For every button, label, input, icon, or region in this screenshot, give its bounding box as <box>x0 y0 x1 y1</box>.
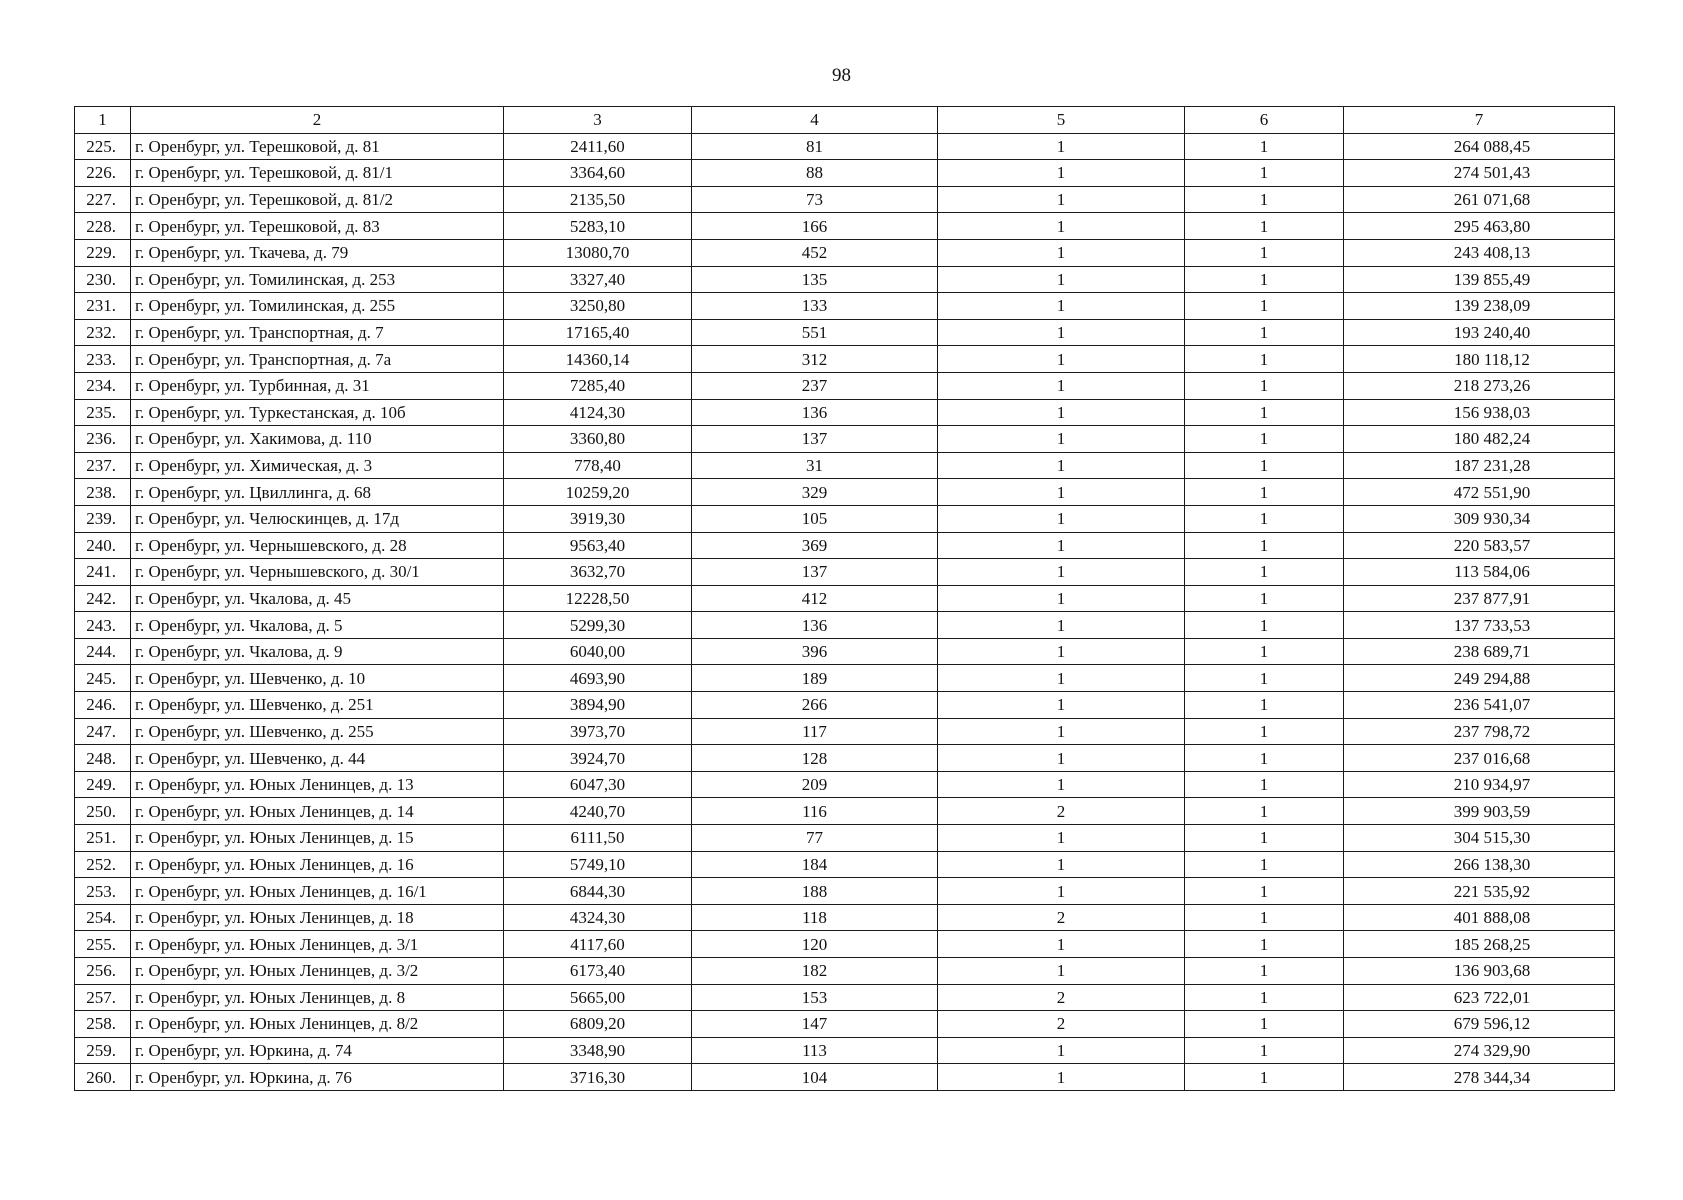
area-cell: 778,40 <box>504 452 692 479</box>
col5-cell: 1 <box>938 133 1185 160</box>
area-cell: 4693,90 <box>504 665 692 692</box>
row-number-cell: 256. <box>75 958 131 985</box>
table-row <box>75 532 1615 559</box>
amount-cell: 274 501,43 <box>1344 160 1615 187</box>
col6-cell: 1 <box>1185 452 1344 479</box>
count-cell: 137 <box>692 426 938 453</box>
table-header-row <box>75 107 1615 134</box>
col6-cell: 1 <box>1185 1037 1344 1064</box>
address-cell: г. Оренбург, ул. Шевченко, д. 10 <box>131 665 504 692</box>
table-row <box>75 904 1615 931</box>
amount-cell: 249 294,88 <box>1344 665 1615 692</box>
row-number-cell: 230. <box>75 266 131 293</box>
amount-cell: 236 541,07 <box>1344 692 1615 719</box>
address-cell: г. Оренбург, ул. Чернышевского, д. 28 <box>131 532 504 559</box>
row-number-cell: 233. <box>75 346 131 373</box>
amount-cell: 187 231,28 <box>1344 452 1615 479</box>
area-cell: 3632,70 <box>504 559 692 586</box>
row-number-cell: 243. <box>75 612 131 639</box>
col5-cell: 1 <box>938 718 1185 745</box>
count-cell: 137 <box>692 559 938 586</box>
address-cell: г. Оренбург, ул. Шевченко, д. 251 <box>131 692 504 719</box>
row-number-cell: 250. <box>75 798 131 825</box>
amount-cell: 180 118,12 <box>1344 346 1615 373</box>
col6-cell: 1 <box>1185 160 1344 187</box>
table-row <box>75 559 1615 586</box>
table-row <box>75 1037 1615 1064</box>
amount-cell: 237 016,68 <box>1344 745 1615 772</box>
row-number-cell: 232. <box>75 319 131 346</box>
row-number-cell: 247. <box>75 718 131 745</box>
address-cell: г. Оренбург, ул. Чкалова, д. 5 <box>131 612 504 639</box>
col6-cell: 1 <box>1185 612 1344 639</box>
row-number-cell: 237. <box>75 452 131 479</box>
amount-cell: 210 934,97 <box>1344 771 1615 798</box>
area-cell: 6173,40 <box>504 958 692 985</box>
amount-cell: 623 722,01 <box>1344 984 1615 1011</box>
count-cell: 182 <box>692 958 938 985</box>
count-cell: 81 <box>692 133 938 160</box>
col5-cell: 1 <box>938 532 1185 559</box>
amount-cell: 243 408,13 <box>1344 239 1615 266</box>
header-cell: 5 <box>938 107 1185 134</box>
row-number-cell: 245. <box>75 665 131 692</box>
row-number-cell: 227. <box>75 186 131 213</box>
count-cell: 136 <box>692 399 938 426</box>
col5-cell: 1 <box>938 399 1185 426</box>
col6-cell: 1 <box>1185 931 1344 958</box>
amount-cell: 264 088,45 <box>1344 133 1615 160</box>
count-cell: 104 <box>692 1064 938 1091</box>
col6-cell: 1 <box>1185 266 1344 293</box>
amount-cell: 399 903,59 <box>1344 798 1615 825</box>
col6-cell: 1 <box>1185 239 1344 266</box>
address-cell: г. Оренбург, ул. Юркина, д. 76 <box>131 1064 504 1091</box>
table-row <box>75 505 1615 532</box>
table-row <box>75 399 1615 426</box>
count-cell: 116 <box>692 798 938 825</box>
col5-cell: 1 <box>938 1064 1185 1091</box>
count-cell: 189 <box>692 665 938 692</box>
count-cell: 128 <box>692 745 938 772</box>
col5-cell: 1 <box>938 186 1185 213</box>
area-cell: 12228,50 <box>504 585 692 612</box>
table-row <box>75 612 1615 639</box>
col5-cell: 2 <box>938 904 1185 931</box>
amount-cell: 139 855,49 <box>1344 266 1615 293</box>
address-cell: г. Оренбург, ул. Шевченко, д. 44 <box>131 745 504 772</box>
row-number-cell: 231. <box>75 293 131 320</box>
col5-cell: 2 <box>938 1011 1185 1038</box>
count-cell: 312 <box>692 346 938 373</box>
col5-cell: 1 <box>938 585 1185 612</box>
col5-cell: 1 <box>938 825 1185 852</box>
count-cell: 551 <box>692 319 938 346</box>
address-cell: г. Оренбург, ул. Турбинная, д. 31 <box>131 372 504 399</box>
col5-cell: 1 <box>938 372 1185 399</box>
address-cell: г. Оренбург, ул. Транспортная, д. 7а <box>131 346 504 373</box>
area-cell: 5299,30 <box>504 612 692 639</box>
address-cell: г. Оренбург, ул. Чернышевского, д. 30/1 <box>131 559 504 586</box>
header-cell: 4 <box>692 107 938 134</box>
col5-cell: 1 <box>938 505 1185 532</box>
amount-cell: 238 689,71 <box>1344 638 1615 665</box>
table-row <box>75 452 1615 479</box>
col6-cell: 1 <box>1185 559 1344 586</box>
col5-cell: 1 <box>938 266 1185 293</box>
count-cell: 369 <box>692 532 938 559</box>
address-cell: г. Оренбург, ул. Терешковой, д. 81 <box>131 133 504 160</box>
col6-cell: 1 <box>1185 1011 1344 1038</box>
area-cell: 7285,40 <box>504 372 692 399</box>
col6-cell: 1 <box>1185 133 1344 160</box>
count-cell: 237 <box>692 372 938 399</box>
row-number-cell: 253. <box>75 878 131 905</box>
table-row <box>75 798 1615 825</box>
col6-cell: 1 <box>1185 771 1344 798</box>
address-cell: г. Оренбург, ул. Юных Ленинцев, д. 18 <box>131 904 504 931</box>
col5-cell: 1 <box>938 958 1185 985</box>
row-number-cell: 255. <box>75 931 131 958</box>
amount-cell: 278 344,34 <box>1344 1064 1615 1091</box>
table-row <box>75 213 1615 240</box>
amount-cell: 679 596,12 <box>1344 1011 1615 1038</box>
row-number-cell: 240. <box>75 532 131 559</box>
table-row <box>75 239 1615 266</box>
col5-cell: 1 <box>938 293 1185 320</box>
row-number-cell: 226. <box>75 160 131 187</box>
address-cell: г. Оренбург, ул. Чкалова, д. 45 <box>131 585 504 612</box>
row-number-cell: 244. <box>75 638 131 665</box>
area-cell: 6844,30 <box>504 878 692 905</box>
area-cell: 3924,70 <box>504 745 692 772</box>
count-cell: 188 <box>692 878 938 905</box>
count-cell: 184 <box>692 851 938 878</box>
table-row <box>75 293 1615 320</box>
table-row <box>75 426 1615 453</box>
area-cell: 3360,80 <box>504 426 692 453</box>
col5-cell: 1 <box>938 426 1185 453</box>
row-number-cell: 249. <box>75 771 131 798</box>
row-number-cell: 252. <box>75 851 131 878</box>
row-number-cell: 259. <box>75 1037 131 1064</box>
address-cell: г. Оренбург, ул. Юных Ленинцев, д. 16/1 <box>131 878 504 905</box>
address-cell: г. Оренбург, ул. Юных Ленинцев, д. 8/2 <box>131 1011 504 1038</box>
table-row <box>75 745 1615 772</box>
address-cell: г. Оренбург, ул. Юных Ленинцев, д. 15 <box>131 825 504 852</box>
count-cell: 117 <box>692 718 938 745</box>
table-row <box>75 958 1615 985</box>
amount-cell: 221 535,92 <box>1344 878 1615 905</box>
table-row <box>75 718 1615 745</box>
data-table <box>74 106 1615 1091</box>
area-cell: 2135,50 <box>504 186 692 213</box>
area-cell: 6040,00 <box>504 638 692 665</box>
row-number-cell: 260. <box>75 1064 131 1091</box>
col6-cell: 1 <box>1185 585 1344 612</box>
col5-cell: 2 <box>938 984 1185 1011</box>
amount-cell: 185 268,25 <box>1344 931 1615 958</box>
address-cell: г. Оренбург, ул. Шевченко, д. 255 <box>131 718 504 745</box>
table-row <box>75 825 1615 852</box>
row-number-cell: 241. <box>75 559 131 586</box>
count-cell: 147 <box>692 1011 938 1038</box>
col6-cell: 1 <box>1185 851 1344 878</box>
area-cell: 14360,14 <box>504 346 692 373</box>
table-row <box>75 984 1615 1011</box>
amount-cell: 113 584,06 <box>1344 559 1615 586</box>
col6-cell: 1 <box>1185 346 1344 373</box>
col5-cell: 1 <box>938 612 1185 639</box>
col6-cell: 1 <box>1185 745 1344 772</box>
table-row <box>75 851 1615 878</box>
address-cell: г. Оренбург, ул. Терешковой, д. 83 <box>131 213 504 240</box>
count-cell: 120 <box>692 931 938 958</box>
area-cell: 9563,40 <box>504 532 692 559</box>
row-number-cell: 257. <box>75 984 131 1011</box>
area-cell: 3919,30 <box>504 505 692 532</box>
area-cell: 6111,50 <box>504 825 692 852</box>
count-cell: 452 <box>692 239 938 266</box>
address-cell: г. Оренбург, ул. Юных Ленинцев, д. 3/2 <box>131 958 504 985</box>
area-cell: 3250,80 <box>504 293 692 320</box>
table-row <box>75 266 1615 293</box>
col5-cell: 1 <box>938 665 1185 692</box>
area-cell: 2411,60 <box>504 133 692 160</box>
col5-cell: 1 <box>938 931 1185 958</box>
count-cell: 136 <box>692 612 938 639</box>
table-row <box>75 1011 1615 1038</box>
col5-cell: 2 <box>938 798 1185 825</box>
col5-cell: 1 <box>938 692 1185 719</box>
address-cell: г. Оренбург, ул. Терешковой, д. 81/2 <box>131 186 504 213</box>
amount-cell: 309 930,34 <box>1344 505 1615 532</box>
col5-cell: 1 <box>938 213 1185 240</box>
count-cell: 166 <box>692 213 938 240</box>
amount-cell: 295 463,80 <box>1344 213 1615 240</box>
col6-cell: 1 <box>1185 904 1344 931</box>
count-cell: 329 <box>692 479 938 506</box>
address-cell: г. Оренбург, ул. Юных Ленинцев, д. 8 <box>131 984 504 1011</box>
address-cell: г. Оренбург, ул. Томилинская, д. 253 <box>131 266 504 293</box>
area-cell: 4240,70 <box>504 798 692 825</box>
col5-cell: 1 <box>938 452 1185 479</box>
row-number-cell: 228. <box>75 213 131 240</box>
row-number-cell: 234. <box>75 372 131 399</box>
row-number-cell: 254. <box>75 904 131 931</box>
area-cell: 4117,60 <box>504 931 692 958</box>
amount-cell: 139 238,09 <box>1344 293 1615 320</box>
address-cell: г. Оренбург, ул. Челюскинцев, д. 17д <box>131 505 504 532</box>
count-cell: 105 <box>692 505 938 532</box>
amount-cell: 218 273,26 <box>1344 372 1615 399</box>
count-cell: 133 <box>692 293 938 320</box>
area-cell: 3894,90 <box>504 692 692 719</box>
count-cell: 118 <box>692 904 938 931</box>
table-row <box>75 133 1615 160</box>
row-number-cell: 235. <box>75 399 131 426</box>
col5-cell: 1 <box>938 771 1185 798</box>
col6-cell: 1 <box>1185 692 1344 719</box>
address-cell: г. Оренбург, ул. Туркестанская, д. 10б <box>131 399 504 426</box>
row-number-cell: 248. <box>75 745 131 772</box>
col6-cell: 1 <box>1185 505 1344 532</box>
amount-cell: 237 798,72 <box>1344 718 1615 745</box>
area-cell: 5749,10 <box>504 851 692 878</box>
amount-cell: 274 329,90 <box>1344 1037 1615 1064</box>
table-row <box>75 585 1615 612</box>
area-cell: 13080,70 <box>504 239 692 266</box>
count-cell: 73 <box>692 186 938 213</box>
header-cell: 6 <box>1185 107 1344 134</box>
amount-cell: 261 071,68 <box>1344 186 1615 213</box>
address-cell: г. Оренбург, ул. Цвиллинга, д. 68 <box>131 479 504 506</box>
table-row <box>75 319 1615 346</box>
address-cell: г. Оренбург, ул. Транспортная, д. 7 <box>131 319 504 346</box>
count-cell: 209 <box>692 771 938 798</box>
table-row <box>75 186 1615 213</box>
header-cell: 2 <box>131 107 504 134</box>
table-row <box>75 931 1615 958</box>
col6-cell: 1 <box>1185 1064 1344 1091</box>
col6-cell: 1 <box>1185 319 1344 346</box>
amount-cell: 237 877,91 <box>1344 585 1615 612</box>
amount-cell: 266 138,30 <box>1344 851 1615 878</box>
amount-cell: 472 551,90 <box>1344 479 1615 506</box>
col6-cell: 1 <box>1185 665 1344 692</box>
table-row <box>75 479 1615 506</box>
header-cell: 1 <box>75 107 131 134</box>
address-cell: г. Оренбург, ул. Юных Ленинцев, д. 14 <box>131 798 504 825</box>
col6-cell: 1 <box>1185 984 1344 1011</box>
address-cell: г. Оренбург, ул. Хакимова, д. 110 <box>131 426 504 453</box>
col6-cell: 1 <box>1185 479 1344 506</box>
col6-cell: 1 <box>1185 426 1344 453</box>
col6-cell: 1 <box>1185 825 1344 852</box>
col5-cell: 1 <box>938 559 1185 586</box>
amount-cell: 136 903,68 <box>1344 958 1615 985</box>
col5-cell: 1 <box>938 745 1185 772</box>
table-row <box>75 160 1615 187</box>
count-cell: 135 <box>692 266 938 293</box>
count-cell: 396 <box>692 638 938 665</box>
table-row <box>75 372 1615 399</box>
col5-cell: 1 <box>938 1037 1185 1064</box>
table-row <box>75 878 1615 905</box>
area-cell: 10259,20 <box>504 479 692 506</box>
header-cell: 3 <box>504 107 692 134</box>
col6-cell: 1 <box>1185 372 1344 399</box>
col5-cell: 1 <box>938 878 1185 905</box>
amount-cell: 137 733,53 <box>1344 612 1615 639</box>
amount-cell: 180 482,24 <box>1344 426 1615 453</box>
address-cell: г. Оренбург, ул. Химическая, д. 3 <box>131 452 504 479</box>
table-row <box>75 346 1615 373</box>
col5-cell: 1 <box>938 851 1185 878</box>
area-cell: 4324,30 <box>504 904 692 931</box>
area-cell: 6047,30 <box>504 771 692 798</box>
col5-cell: 1 <box>938 638 1185 665</box>
amount-cell: 304 515,30 <box>1344 825 1615 852</box>
row-number-cell: 239. <box>75 505 131 532</box>
count-cell: 88 <box>692 160 938 187</box>
amount-cell: 220 583,57 <box>1344 532 1615 559</box>
table-row <box>75 638 1615 665</box>
amount-cell: 156 938,03 <box>1344 399 1615 426</box>
col6-cell: 1 <box>1185 638 1344 665</box>
area-cell: 3364,60 <box>504 160 692 187</box>
row-number-cell: 238. <box>75 479 131 506</box>
count-cell: 153 <box>692 984 938 1011</box>
col6-cell: 1 <box>1185 718 1344 745</box>
row-number-cell: 225. <box>75 133 131 160</box>
header-cell: 7 <box>1344 107 1615 134</box>
col6-cell: 1 <box>1185 798 1344 825</box>
col5-cell: 1 <box>938 319 1185 346</box>
col6-cell: 1 <box>1185 958 1344 985</box>
address-cell: г. Оренбург, ул. Юных Ленинцев, д. 3/1 <box>131 931 504 958</box>
area-cell: 17165,40 <box>504 319 692 346</box>
address-cell: г. Оренбург, ул. Юркина, д. 74 <box>131 1037 504 1064</box>
col6-cell: 1 <box>1185 399 1344 426</box>
table-row <box>75 665 1615 692</box>
row-number-cell: 258. <box>75 1011 131 1038</box>
area-cell: 3973,70 <box>504 718 692 745</box>
col5-cell: 1 <box>938 479 1185 506</box>
page-number: 98 <box>832 65 851 86</box>
count-cell: 412 <box>692 585 938 612</box>
area-cell: 5283,10 <box>504 213 692 240</box>
row-number-cell: 246. <box>75 692 131 719</box>
table-row <box>75 771 1615 798</box>
area-cell: 3348,90 <box>504 1037 692 1064</box>
col6-cell: 1 <box>1185 293 1344 320</box>
address-cell: г. Оренбург, ул. Томилинская, д. 255 <box>131 293 504 320</box>
amount-cell: 193 240,40 <box>1344 319 1615 346</box>
address-cell: г. Оренбург, ул. Юных Ленинцев, д. 13 <box>131 771 504 798</box>
col5-cell: 1 <box>938 160 1185 187</box>
col6-cell: 1 <box>1185 878 1344 905</box>
amount-cell: 401 888,08 <box>1344 904 1615 931</box>
row-number-cell: 236. <box>75 426 131 453</box>
area-cell: 3327,40 <box>504 266 692 293</box>
col6-cell: 1 <box>1185 186 1344 213</box>
address-cell: г. Оренбург, ул. Юных Ленинцев, д. 16 <box>131 851 504 878</box>
col5-cell: 1 <box>938 346 1185 373</box>
area-cell: 3716,30 <box>504 1064 692 1091</box>
count-cell: 266 <box>692 692 938 719</box>
count-cell: 31 <box>692 452 938 479</box>
address-cell: г. Оренбург, ул. Чкалова, д. 9 <box>131 638 504 665</box>
address-cell: г. Оренбург, ул. Терешковой, д. 81/1 <box>131 160 504 187</box>
col5-cell: 1 <box>938 239 1185 266</box>
count-cell: 77 <box>692 825 938 852</box>
area-cell: 5665,00 <box>504 984 692 1011</box>
row-number-cell: 229. <box>75 239 131 266</box>
count-cell: 113 <box>692 1037 938 1064</box>
row-number-cell: 251. <box>75 825 131 852</box>
row-number-cell: 242. <box>75 585 131 612</box>
area-cell: 4124,30 <box>504 399 692 426</box>
area-cell: 6809,20 <box>504 1011 692 1038</box>
col6-cell: 1 <box>1185 213 1344 240</box>
table-row <box>75 1064 1615 1091</box>
col6-cell: 1 <box>1185 532 1344 559</box>
address-cell: г. Оренбург, ул. Ткачева, д. 79 <box>131 239 504 266</box>
table-row <box>75 692 1615 719</box>
